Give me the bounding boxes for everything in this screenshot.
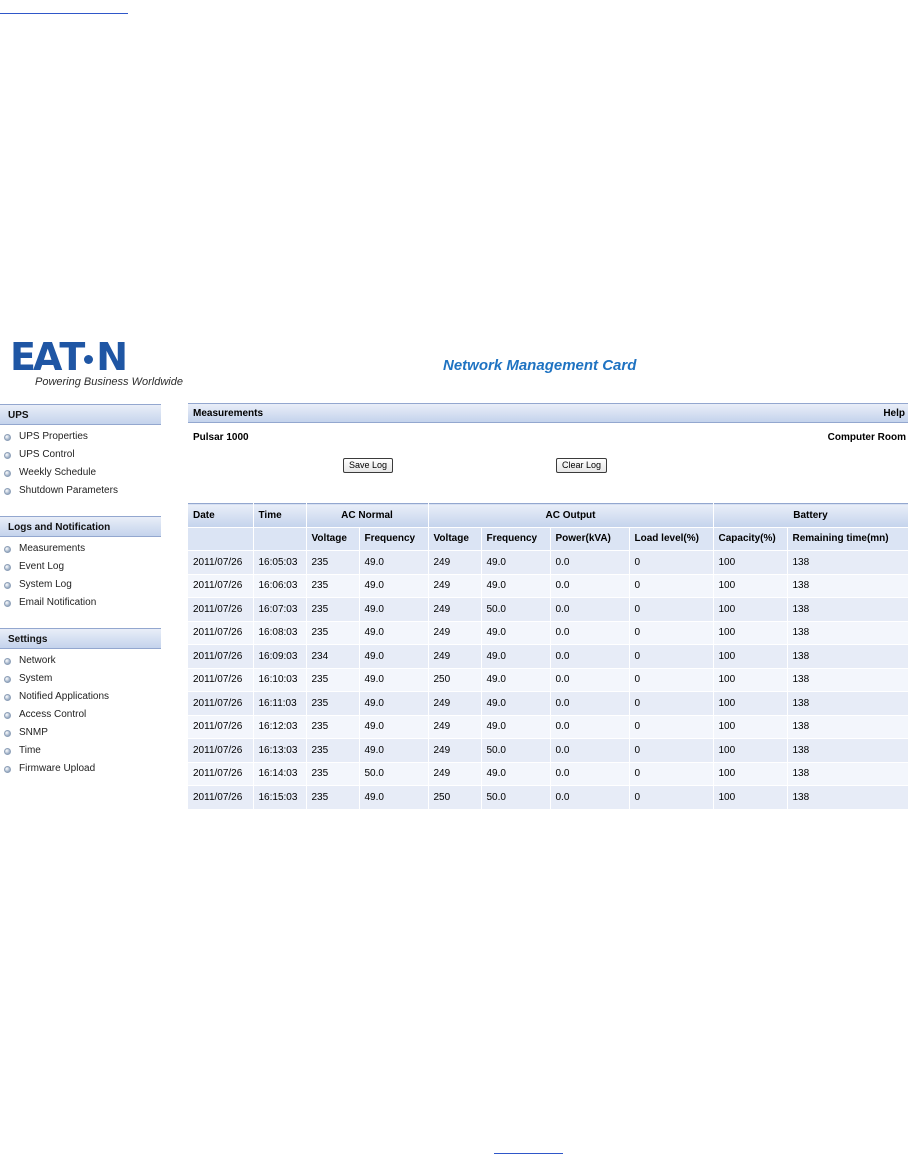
sub-header-cell: Remaining time(mn) xyxy=(787,527,908,551)
table-row xyxy=(188,739,908,763)
table-cell: 49.0 xyxy=(481,692,550,716)
bullet-icon xyxy=(4,712,11,719)
device-info-row xyxy=(188,432,906,443)
bullet-icon xyxy=(4,730,11,737)
table-cell: 49.0 xyxy=(481,551,550,575)
table-cell: 100 xyxy=(713,621,787,645)
panel-header xyxy=(188,403,908,423)
bullet-icon xyxy=(4,434,11,441)
table-cell: 0.0 xyxy=(550,574,629,598)
col-header-ac-output: AC Output xyxy=(428,504,713,528)
table-cell: 49.0 xyxy=(359,786,428,810)
table-cell: 100 xyxy=(713,762,787,786)
table-cell: 0.0 xyxy=(550,762,629,786)
table-row xyxy=(188,692,908,716)
table-row xyxy=(188,574,908,598)
table-cell: 234 xyxy=(306,645,359,669)
sidebar-section-logs xyxy=(0,516,161,612)
table-cell: 16:12:03 xyxy=(253,715,306,739)
table-cell: 249 xyxy=(428,621,481,645)
table-cell: 100 xyxy=(713,715,787,739)
measurements-panel xyxy=(188,403,908,423)
bullet-icon xyxy=(4,694,11,701)
table-cell: 249 xyxy=(428,598,481,622)
bullet-icon xyxy=(4,546,11,553)
table-cell: 0.0 xyxy=(550,598,629,622)
sidebar-item-access-control[interactable] xyxy=(0,706,161,724)
table-cell: 138 xyxy=(787,715,908,739)
table-cell: 235 xyxy=(306,715,359,739)
table-cell: 50.0 xyxy=(481,739,550,763)
logo-wordmark xyxy=(10,335,126,379)
table-cell: 16:15:03 xyxy=(253,786,306,810)
panel-title: Measurements xyxy=(193,408,264,419)
col-header-battery: Battery xyxy=(713,504,908,528)
table-cell: 49.0 xyxy=(481,668,550,692)
table-cell: 0.0 xyxy=(550,692,629,716)
table-row xyxy=(188,786,908,810)
table-cell: 49.0 xyxy=(359,551,428,575)
sidebar-item-system-log[interactable] xyxy=(0,576,161,594)
sidebar-item-measurements[interactable] xyxy=(0,540,161,558)
table-cell: 49.0 xyxy=(359,574,428,598)
bottom-link-underline[interactable] xyxy=(494,1153,563,1154)
sidebar-item-label: System xyxy=(19,673,53,684)
table-cell: 250 xyxy=(428,786,481,810)
bullet-icon xyxy=(4,766,11,773)
table-cell: 235 xyxy=(306,574,359,598)
table-cell: 138 xyxy=(787,668,908,692)
logo-tagline: Powering Business Worldwide xyxy=(35,376,183,388)
table-cell: 49.0 xyxy=(359,621,428,645)
table-cell: 49.0 xyxy=(359,598,428,622)
logo-letters-mid: T xyxy=(59,335,83,379)
table-cell: 49.0 xyxy=(481,574,550,598)
sidebar-item-label: Notified Applications xyxy=(19,691,110,702)
sidebar-item-system[interactable] xyxy=(0,670,161,688)
sidebar-item-event-log[interactable] xyxy=(0,558,161,576)
table-cell: 0 xyxy=(629,551,713,575)
table-cell: 235 xyxy=(306,739,359,763)
bullet-icon xyxy=(4,452,11,459)
table-cell: 0 xyxy=(629,692,713,716)
table-cell: 0.0 xyxy=(550,551,629,575)
table-cell: 2011/07/26 xyxy=(188,739,253,763)
bullet-icon xyxy=(4,470,11,477)
table-cell: 249 xyxy=(428,574,481,598)
table-cell: 235 xyxy=(306,786,359,810)
table-cell: 49.0 xyxy=(481,715,550,739)
table-cell: 249 xyxy=(428,551,481,575)
bullet-icon xyxy=(4,676,11,683)
sidebar-section-ups xyxy=(0,404,161,500)
sidebar-item-label: Time xyxy=(19,745,41,756)
table-cell: 0 xyxy=(629,621,713,645)
sidebar-item-notified-applications[interactable] xyxy=(0,688,161,706)
device-name: Pulsar 1000 xyxy=(193,432,249,443)
table-cell: 16:05:03 xyxy=(253,551,306,575)
table-cell: 138 xyxy=(787,739,908,763)
sub-header-cell: Voltage xyxy=(306,527,359,551)
sub-header-cell: Frequency xyxy=(359,527,428,551)
table-cell: 0 xyxy=(629,715,713,739)
sub-header-cell: Frequency xyxy=(481,527,550,551)
sidebar-section-title: Settings xyxy=(0,628,161,649)
save-log-button[interactable]: Save Log xyxy=(343,458,393,473)
sidebar-item-ups-control[interactable] xyxy=(0,446,161,464)
table-cell: 100 xyxy=(713,786,787,810)
table-cell: 249 xyxy=(428,762,481,786)
sub-header-cell: Load level(%) xyxy=(629,527,713,551)
table-cell: 0 xyxy=(629,668,713,692)
table-cell: 235 xyxy=(306,692,359,716)
sidebar-item-label: Weekly Schedule xyxy=(19,467,97,478)
bullet-icon xyxy=(4,600,11,607)
sub-header-blank xyxy=(253,527,306,551)
table-row xyxy=(188,668,908,692)
sidebar-item-label: UPS Properties xyxy=(19,431,88,442)
table-row xyxy=(188,551,908,575)
sidebar-item-label: Email Notification xyxy=(19,597,97,608)
eaton-logo xyxy=(8,335,183,392)
table-cell: 138 xyxy=(787,551,908,575)
table-row xyxy=(188,645,908,669)
device-location: Computer Room xyxy=(827,432,906,443)
table-cell: 0 xyxy=(629,762,713,786)
table-row xyxy=(188,762,908,786)
table-cell: 2011/07/26 xyxy=(188,762,253,786)
table-sub-header-row xyxy=(188,527,908,551)
table-cell: 16:09:03 xyxy=(253,645,306,669)
table-cell: 138 xyxy=(787,574,908,598)
table-cell: 0 xyxy=(629,739,713,763)
logo-letters-left: EA xyxy=(10,335,60,379)
table-cell: 2011/07/26 xyxy=(188,574,253,598)
sub-header-blank xyxy=(188,527,253,551)
table-cell: 0.0 xyxy=(550,621,629,645)
table-cell: 16:14:03 xyxy=(253,762,306,786)
bullet-icon xyxy=(4,748,11,755)
bullet-icon xyxy=(4,658,11,665)
sidebar-item-snmp[interactable] xyxy=(0,724,161,742)
table-cell: 16:10:03 xyxy=(253,668,306,692)
table-cell: 0 xyxy=(629,786,713,810)
sidebar-item-ups-properties[interactable] xyxy=(0,428,161,446)
sidebar-item-label: Event Log xyxy=(19,561,65,572)
table-cell: 49.0 xyxy=(481,645,550,669)
table-cell: 100 xyxy=(713,551,787,575)
col-header-time: Time xyxy=(253,504,306,528)
sidebar-item-network[interactable] xyxy=(0,652,161,670)
top-link-underline[interactable] xyxy=(0,13,128,14)
help-link[interactable]: Help xyxy=(883,408,905,419)
table-cell: 0.0 xyxy=(550,645,629,669)
table-cell: 2011/07/26 xyxy=(188,551,253,575)
table-cell: 49.0 xyxy=(359,739,428,763)
table-cell: 100 xyxy=(713,739,787,763)
table-cell: 50.0 xyxy=(481,786,550,810)
table-cell: 235 xyxy=(306,551,359,575)
table-cell: 249 xyxy=(428,715,481,739)
table-cell: 235 xyxy=(306,598,359,622)
sidebar-section-title: Logs and Notification xyxy=(0,516,161,537)
table-cell: 16:06:03 xyxy=(253,574,306,598)
table-cell: 138 xyxy=(787,786,908,810)
table-cell: 138 xyxy=(787,692,908,716)
sidebar-item-label: Shutdown Parameters xyxy=(19,485,118,496)
measurements-table xyxy=(188,503,908,810)
table-cell: 50.0 xyxy=(481,598,550,622)
sidebar-item-label: System Log xyxy=(19,579,72,590)
bullet-icon xyxy=(4,488,11,495)
table-cell: 100 xyxy=(713,668,787,692)
sub-header-cell: Capacity(%) xyxy=(713,527,787,551)
table-row xyxy=(188,598,908,622)
table-cell: 16:08:03 xyxy=(253,621,306,645)
sidebar-item-label: Access Control xyxy=(19,709,87,720)
table-cell: 2011/07/26 xyxy=(188,715,253,739)
sidebar-section-settings xyxy=(0,628,161,778)
table-cell: 235 xyxy=(306,621,359,645)
table-cell: 2011/07/26 xyxy=(188,621,253,645)
table-cell: 138 xyxy=(787,645,908,669)
sidebar-item-label: Network xyxy=(19,655,56,666)
table-cell: 0.0 xyxy=(550,668,629,692)
sidebar-item-shutdown-parameters[interactable] xyxy=(0,482,161,500)
table-cell: 0 xyxy=(629,598,713,622)
table-row xyxy=(188,715,908,739)
logo-dot xyxy=(84,355,93,364)
table-cell: 0.0 xyxy=(550,786,629,810)
sub-header-cell: Voltage xyxy=(428,527,481,551)
table-cell: 49.0 xyxy=(359,715,428,739)
sidebar-item-label: SNMP xyxy=(19,727,48,738)
table-cell: 2011/07/26 xyxy=(188,645,253,669)
table-cell: 100 xyxy=(713,598,787,622)
sidebar-section-title: UPS xyxy=(0,404,161,425)
table-cell: 138 xyxy=(787,598,908,622)
table-row xyxy=(188,621,908,645)
logo-letters-right: N xyxy=(96,335,126,379)
sidebar-item-weekly-schedule[interactable] xyxy=(0,464,161,482)
table-cell: 138 xyxy=(787,762,908,786)
col-header-date: Date xyxy=(188,504,253,528)
sidebar-item-label: UPS Control xyxy=(19,449,75,460)
table-cell: 49.0 xyxy=(481,762,550,786)
table-cell: 235 xyxy=(306,762,359,786)
table-cell: 100 xyxy=(713,692,787,716)
sidebar-item-label: Measurements xyxy=(19,543,86,554)
table-cell: 49.0 xyxy=(359,692,428,716)
table-cell: 100 xyxy=(713,574,787,598)
table-cell: 138 xyxy=(787,621,908,645)
table-cell: 0 xyxy=(629,574,713,598)
table-cell: 100 xyxy=(713,645,787,669)
sidebar-item-firmware-upload[interactable] xyxy=(0,760,161,778)
table-cell: 49.0 xyxy=(359,645,428,669)
table-cell: 235 xyxy=(306,668,359,692)
bullet-icon xyxy=(4,582,11,589)
table-cell: 2011/07/26 xyxy=(188,598,253,622)
table-cell: 49.0 xyxy=(359,668,428,692)
table-cell: 249 xyxy=(428,739,481,763)
sidebar-item-time[interactable] xyxy=(0,742,161,760)
table-cell: 249 xyxy=(428,645,481,669)
table-cell: 50.0 xyxy=(359,762,428,786)
table-cell: 2011/07/26 xyxy=(188,692,253,716)
sidebar-item-email-notification[interactable] xyxy=(0,594,161,612)
table-cell: 0 xyxy=(629,645,713,669)
table-cell: 16:07:03 xyxy=(253,598,306,622)
table-cell: 2011/07/26 xyxy=(188,786,253,810)
col-header-ac-normal: AC Normal xyxy=(306,504,428,528)
bullet-icon xyxy=(4,564,11,571)
clear-log-button[interactable]: Clear Log xyxy=(556,458,607,473)
table-cell: 249 xyxy=(428,692,481,716)
table-cell: 16:13:03 xyxy=(253,739,306,763)
app-title: Network Management Card xyxy=(443,357,637,374)
sub-header-cell: Power(kVA) xyxy=(550,527,629,551)
table-cell: 49.0 xyxy=(481,621,550,645)
table-cell: 16:11:03 xyxy=(253,692,306,716)
table-cell: 2011/07/26 xyxy=(188,668,253,692)
table-cell: 0.0 xyxy=(550,739,629,763)
sidebar-item-label: Firmware Upload xyxy=(19,763,96,774)
table-cell: 0.0 xyxy=(550,715,629,739)
table-cell: 250 xyxy=(428,668,481,692)
table-group-header-row xyxy=(188,504,908,528)
